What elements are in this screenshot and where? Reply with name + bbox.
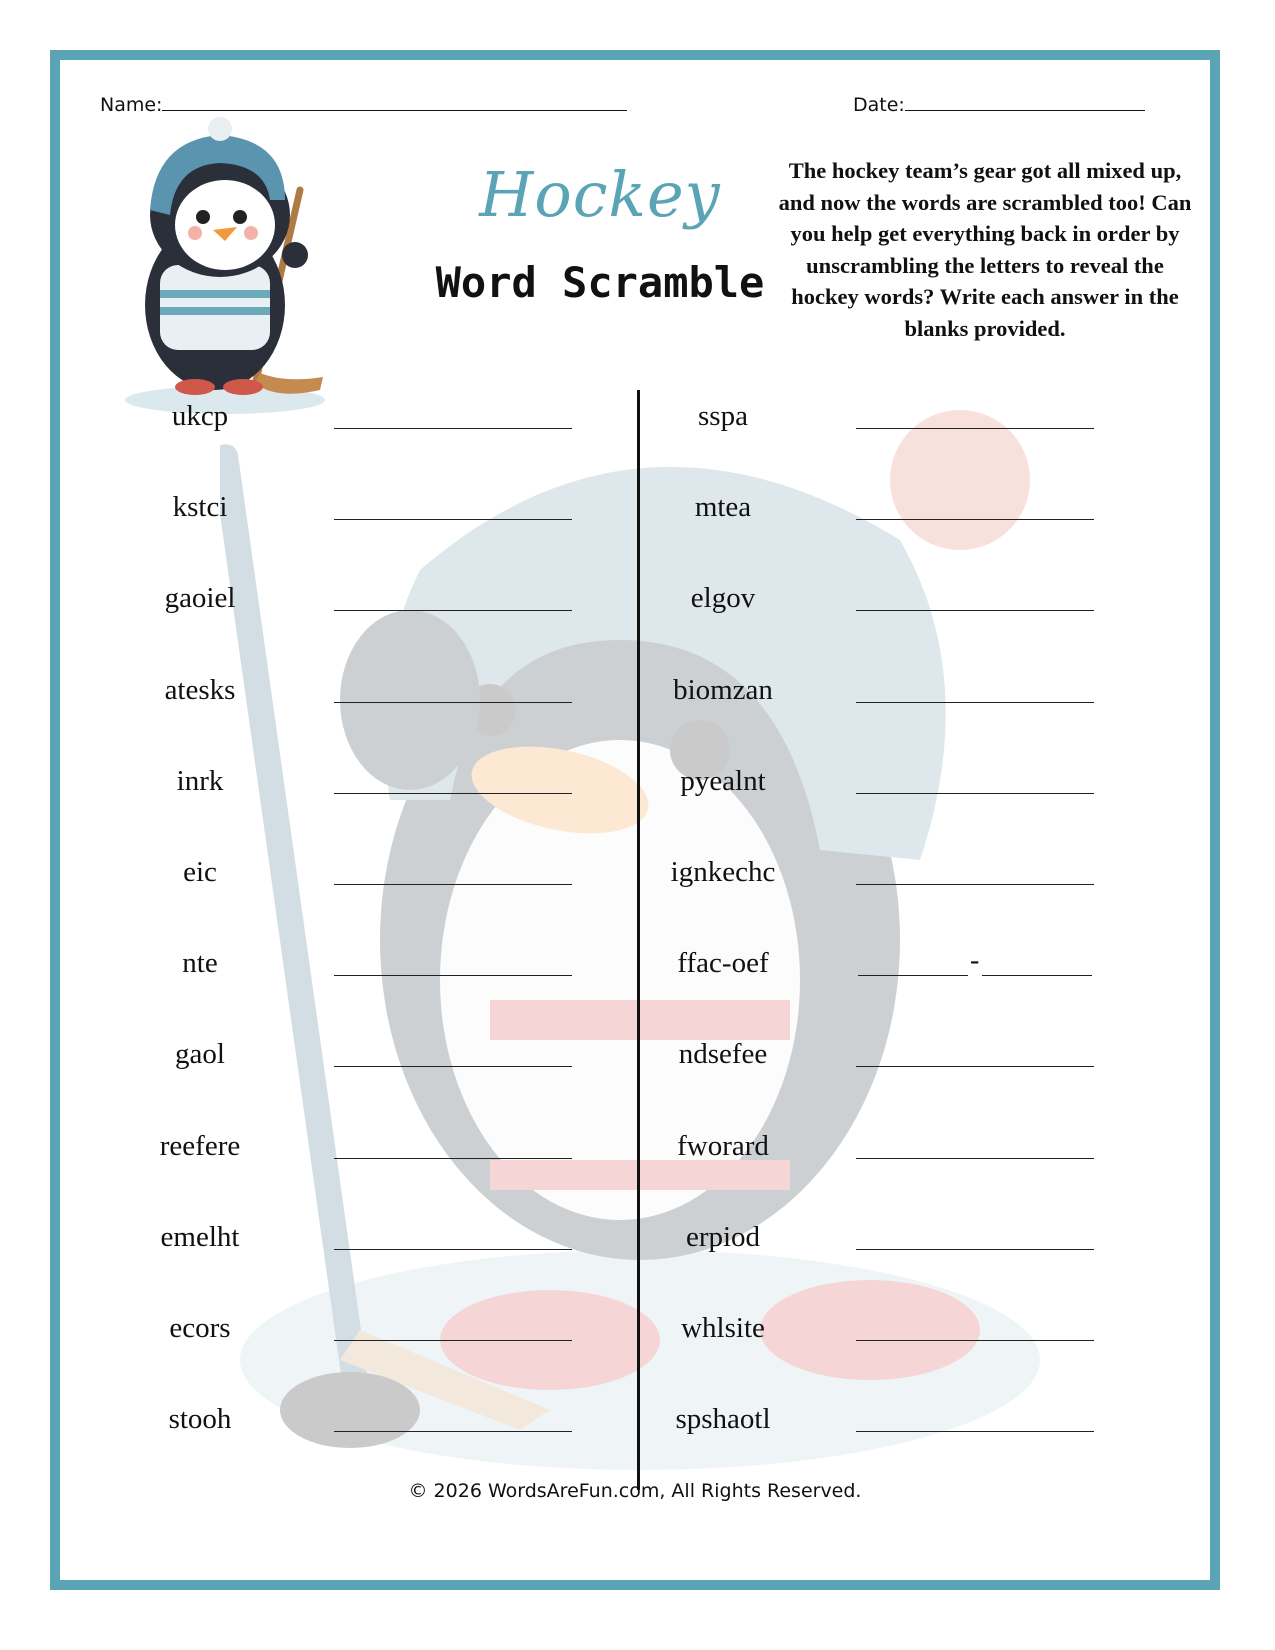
- answer-blank[interactable]: [334, 1431, 572, 1432]
- answer-blank-part2[interactable]: [982, 975, 1092, 976]
- instructions-text: The hockey team’s gear got all mixed up, and now the words are scrambled too! Can you help get everything back in order by unscrambling the letters to reveal the hockey words? Write each answer in the blanks provided.: [778, 158, 1192, 341]
- title-sub: Word Scramble: [435, 258, 765, 307]
- scrambled-word: atesks: [164, 673, 236, 706]
- scrambled-word: erpiod: [685, 1220, 761, 1253]
- answer-dash: -: [970, 945, 980, 977]
- scrambled-word: ecors: [169, 1312, 231, 1344]
- scrambled-word: biomzan: [673, 673, 773, 706]
- answer-blank[interactable]: [856, 1340, 1094, 1341]
- answer-blank[interactable]: [334, 428, 572, 429]
- scrambled-word: whlsite: [681, 1312, 765, 1344]
- answer-blank[interactable]: [334, 1158, 572, 1159]
- scrambled-word: reefere: [159, 1129, 241, 1162]
- name-underline[interactable]: [162, 92, 627, 111]
- answer-blank[interactable]: [856, 610, 1094, 611]
- answer-blank[interactable]: [856, 1066, 1094, 1067]
- answer-blank[interactable]: [334, 519, 572, 520]
- scrambled-word: mtea: [694, 491, 752, 524]
- answer-blank[interactable]: [334, 1066, 572, 1067]
- name-label: Name:: [100, 94, 163, 116]
- answer-blank[interactable]: [334, 884, 572, 885]
- answer-blank[interactable]: [856, 1158, 1094, 1159]
- scrambled-word: eic: [183, 856, 217, 888]
- answer-blank[interactable]: [856, 428, 1094, 429]
- scrambled-word: elgov: [690, 582, 756, 615]
- scrambled-word: gaoiel: [164, 582, 236, 615]
- scrambled-word: fworard: [677, 1129, 769, 1162]
- answer-blank-part1[interactable]: [858, 975, 968, 976]
- scrambled-word: pyealnt: [680, 764, 766, 797]
- answer-blank[interactable]: [334, 610, 572, 611]
- scrambled-word: gaol: [175, 1038, 225, 1071]
- scrambled-word: inrk: [176, 764, 224, 797]
- scrambled-word: spshaotl: [675, 1403, 771, 1436]
- scrambled-word: stooh: [168, 1403, 232, 1436]
- answer-blank[interactable]: [334, 975, 572, 976]
- answer-blank[interactable]: [856, 702, 1094, 703]
- answer-blank[interactable]: [334, 702, 572, 703]
- scrambled-word: sspa: [698, 400, 748, 432]
- answer-blank[interactable]: [856, 1249, 1094, 1250]
- scrambled-word: kstci: [172, 491, 228, 524]
- scrambled-word: nte: [182, 947, 218, 980]
- date-label: Date:: [853, 94, 905, 116]
- scrambled-word: ignkechc: [670, 856, 776, 888]
- answer-blank[interactable]: [856, 519, 1094, 520]
- date-underline[interactable]: [905, 92, 1145, 111]
- worksheet-frame: [50, 50, 1220, 1590]
- scrambled-word: ukcp: [171, 400, 229, 432]
- answer-blank[interactable]: [856, 793, 1094, 794]
- answer-blank[interactable]: [334, 1249, 572, 1250]
- date-field[interactable]: [853, 92, 1145, 116]
- answer-blank[interactable]: [334, 793, 572, 794]
- name-field[interactable]: [100, 92, 627, 116]
- scrambled-word: ffac-oef: [677, 947, 769, 980]
- answer-blank[interactable]: [856, 1431, 1094, 1432]
- scrambled-word: emelht: [160, 1220, 240, 1253]
- answer-blank[interactable]: [334, 1340, 572, 1341]
- title-main: Hockey: [479, 158, 721, 231]
- answer-blank[interactable]: [856, 884, 1094, 885]
- scrambled-word: ndsefee: [678, 1038, 768, 1071]
- copyright-footer: © 2026 WordsAreFun.com, All Rights Reserved.: [408, 1480, 862, 1502]
- penguin-hockey-icon: [115, 115, 335, 415]
